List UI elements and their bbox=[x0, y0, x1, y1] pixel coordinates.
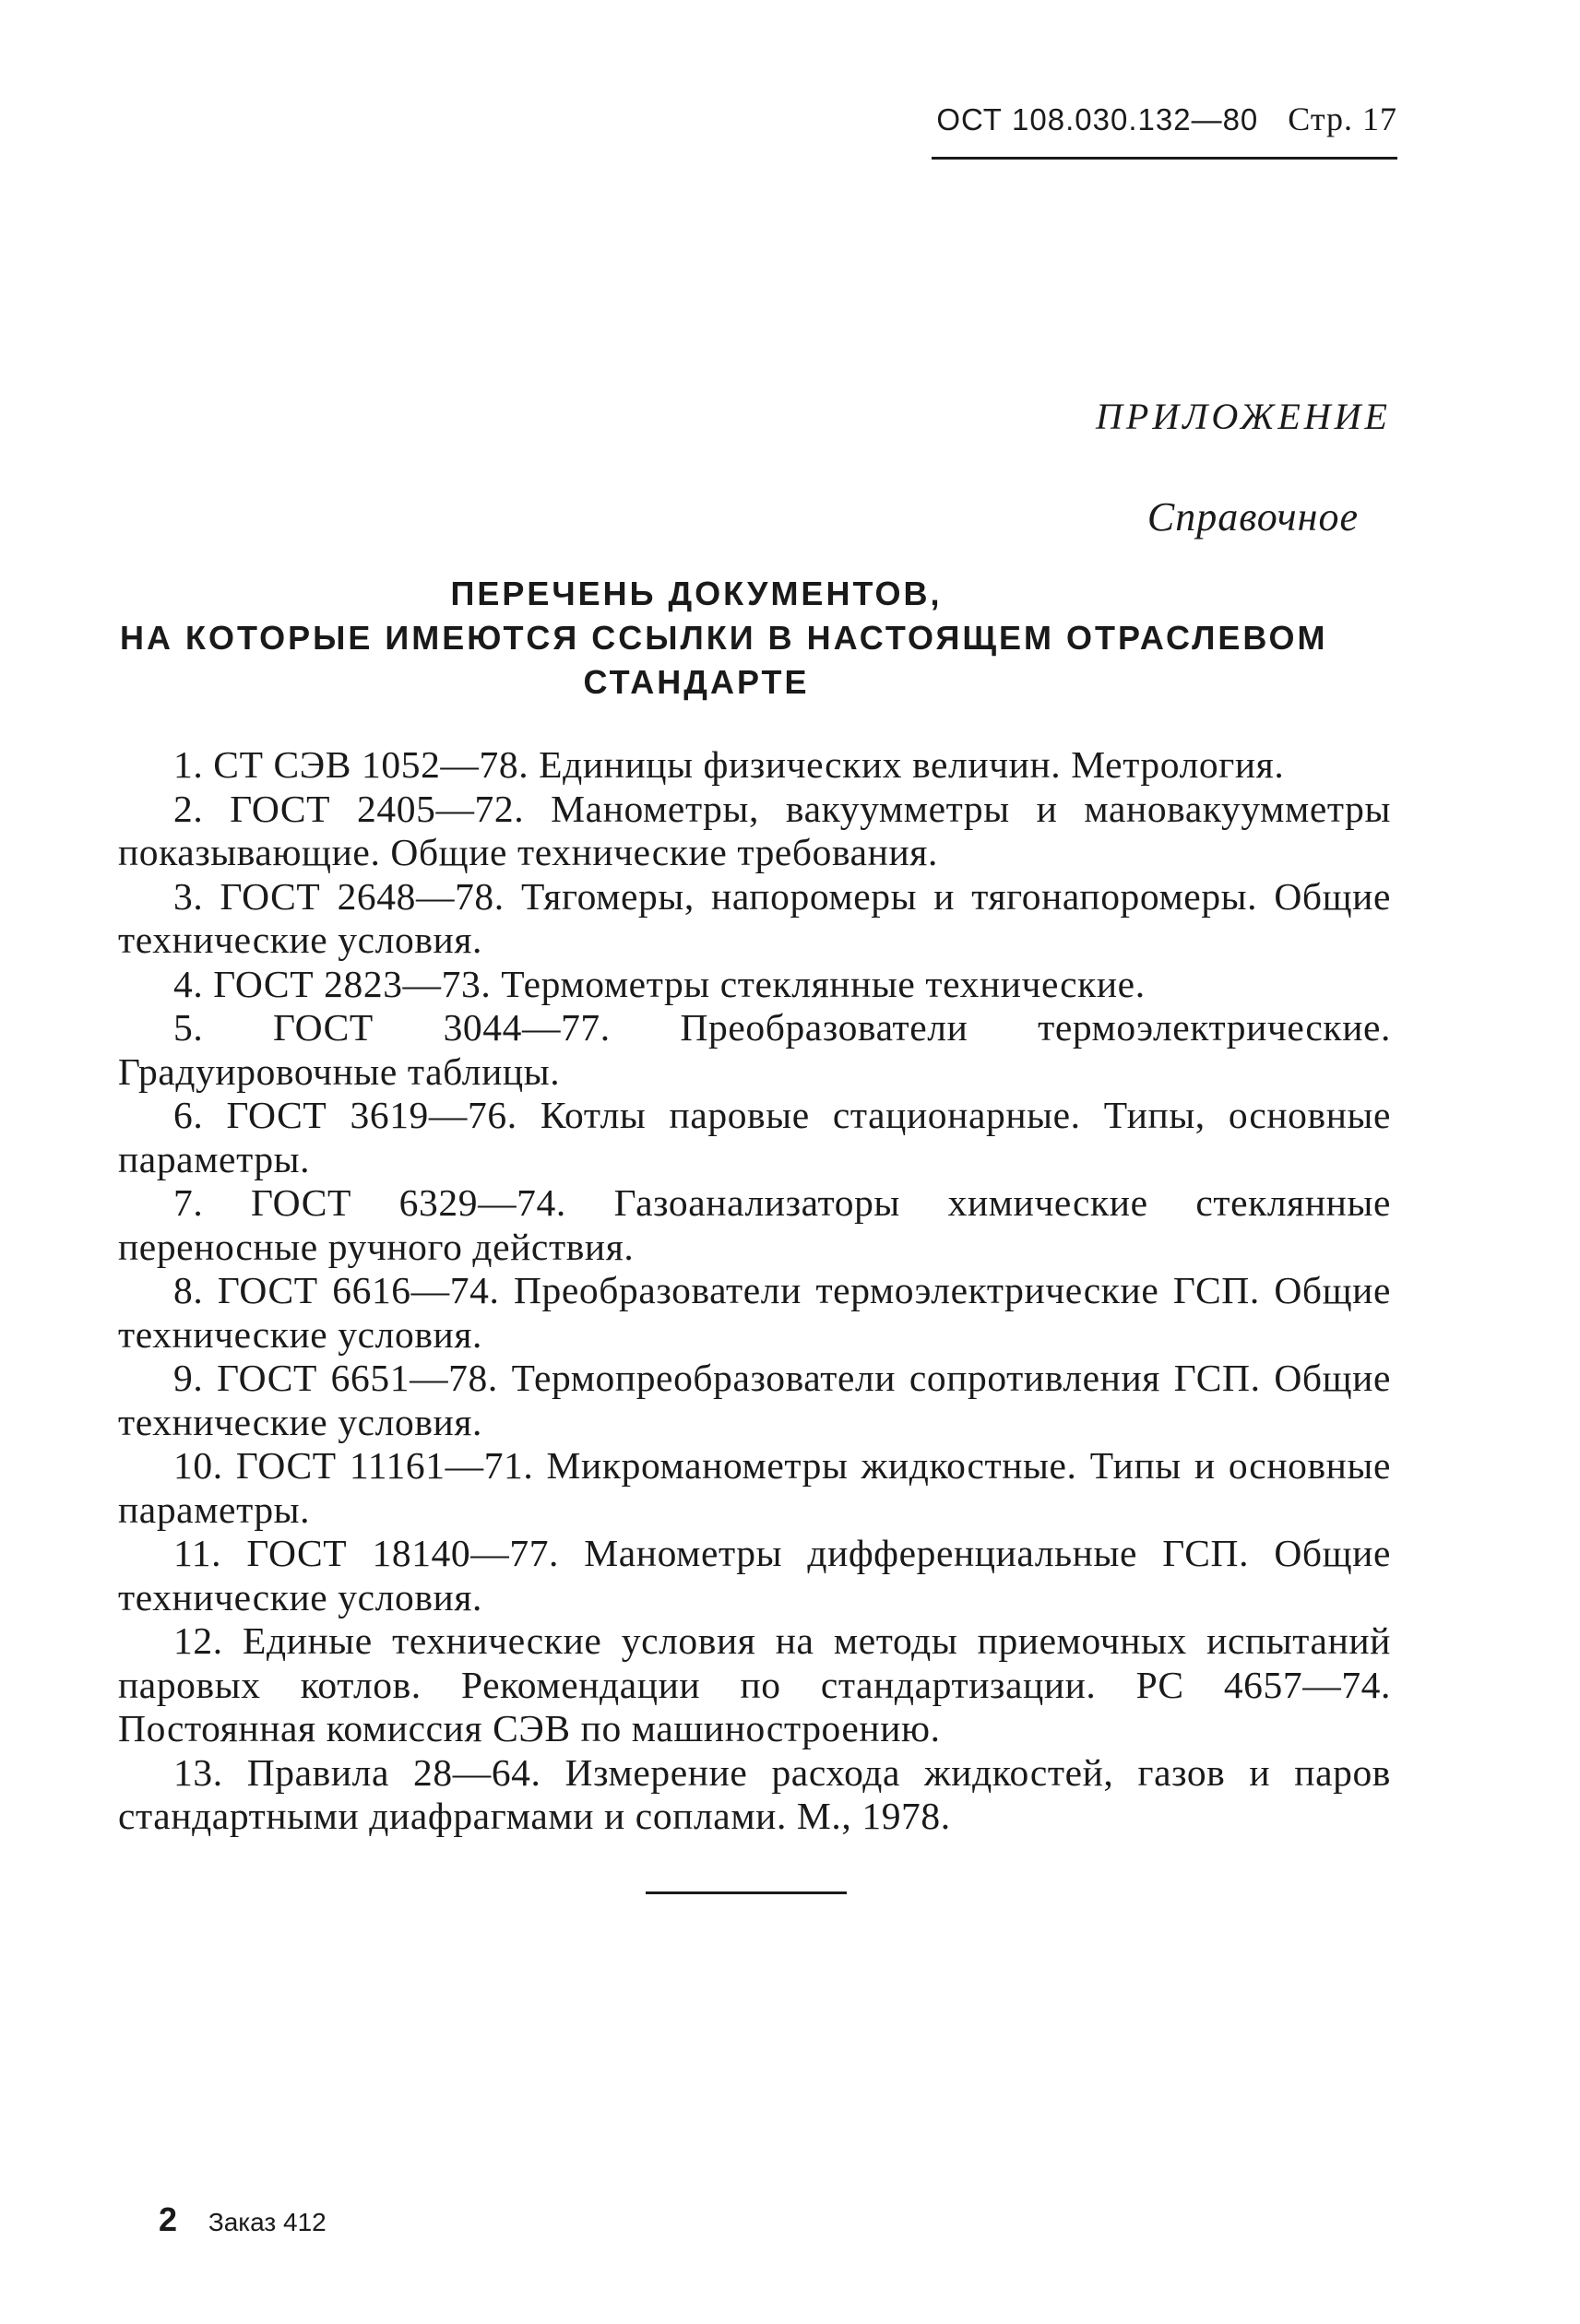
reference-item: 12. Единые технические условия на методы приемочных испытаний паровых котлов. Рекомендации по стандартизации. PC 4657—74. Постоянная комиссия СЭВ по машиностроению. bbox=[118, 1619, 1391, 1749]
reference-item: 11. ГОСТ 18140—77. Манометры дифференциальные ГСП. Общие технические условия. bbox=[118, 1532, 1391, 1618]
title-line: ПЕРЕЧЕНЬ ДОКУМЕНТОВ, bbox=[450, 575, 943, 612]
page-footer bbox=[159, 2200, 327, 2239]
reference-item: 7. ГОСТ 6329—74. Газоанализаторы химические стеклянные переносные ручного действия. bbox=[118, 1181, 1391, 1268]
reference-item: 8. ГОСТ 6616—74. Преобразователи термоэлектрические ГСП. Общие технические условия. bbox=[118, 1269, 1391, 1356]
reference-list bbox=[118, 743, 1391, 1839]
annex-type: Справочное bbox=[1146, 494, 1359, 540]
reference-item: 9. ГОСТ 6651—78. Термопреобразователи сопротивления ГСП. Общие технические условия. bbox=[118, 1357, 1391, 1443]
reference-item: 4. ГОСТ 2823—73. Термометры стеклянные технические. bbox=[173, 962, 1146, 1005]
page-number: Стр. 17 bbox=[1288, 101, 1397, 137]
document-title bbox=[120, 572, 1328, 705]
title-line: НА КОТОРЫЕ ИМЕЮТСЯ ССЫЛКИ В НАСТОЯЩЕМ ОТРАСЛЕВОМ bbox=[120, 619, 1328, 657]
annex-label: ПРИЛОЖЕНИЕ bbox=[1096, 396, 1391, 437]
order-number: Заказ 412 bbox=[208, 2208, 327, 2236]
reference-item: 2. ГОСТ 2405—72. Манометры, вакуумметры и мановакуумметры показывающие. Общие технические требования. bbox=[118, 787, 1391, 873]
closing-rule bbox=[646, 1891, 847, 1894]
standard-code: ОСТ 108.030.132—80 bbox=[936, 102, 1259, 136]
reference-item: 1. СТ СЭВ 1052—78. Единицы физических величин. Метрология. bbox=[173, 743, 1285, 786]
reference-item: 10. ГОСТ 11161—71. Микроманометры жидкостные. Типы и основные параметры. bbox=[118, 1444, 1391, 1531]
page-header bbox=[932, 100, 1397, 160]
title-line: СТАНДАРТЕ bbox=[583, 663, 810, 701]
reference-item: 13. Правила 28—64. Измерение расхода жидкостей, газов и паров стандартными диафрагмами и соплами. М., 1978. bbox=[118, 1750, 1391, 1837]
reference-item: 3. ГОСТ 2648—78. Тягомеры, напоромеры и тягонапоромеры. Общие технические условия. bbox=[118, 874, 1391, 961]
reference-item: 5. ГОСТ 3044—77. Преобразователи термоэлектрические. Градуировочные таблицы. bbox=[118, 1006, 1391, 1093]
sheet-number: 2 bbox=[159, 2200, 178, 2238]
reference-item: 6. ГОСТ 3619—76. Котлы паровые стационарные. Типы, основные параметры. bbox=[118, 1094, 1391, 1180]
